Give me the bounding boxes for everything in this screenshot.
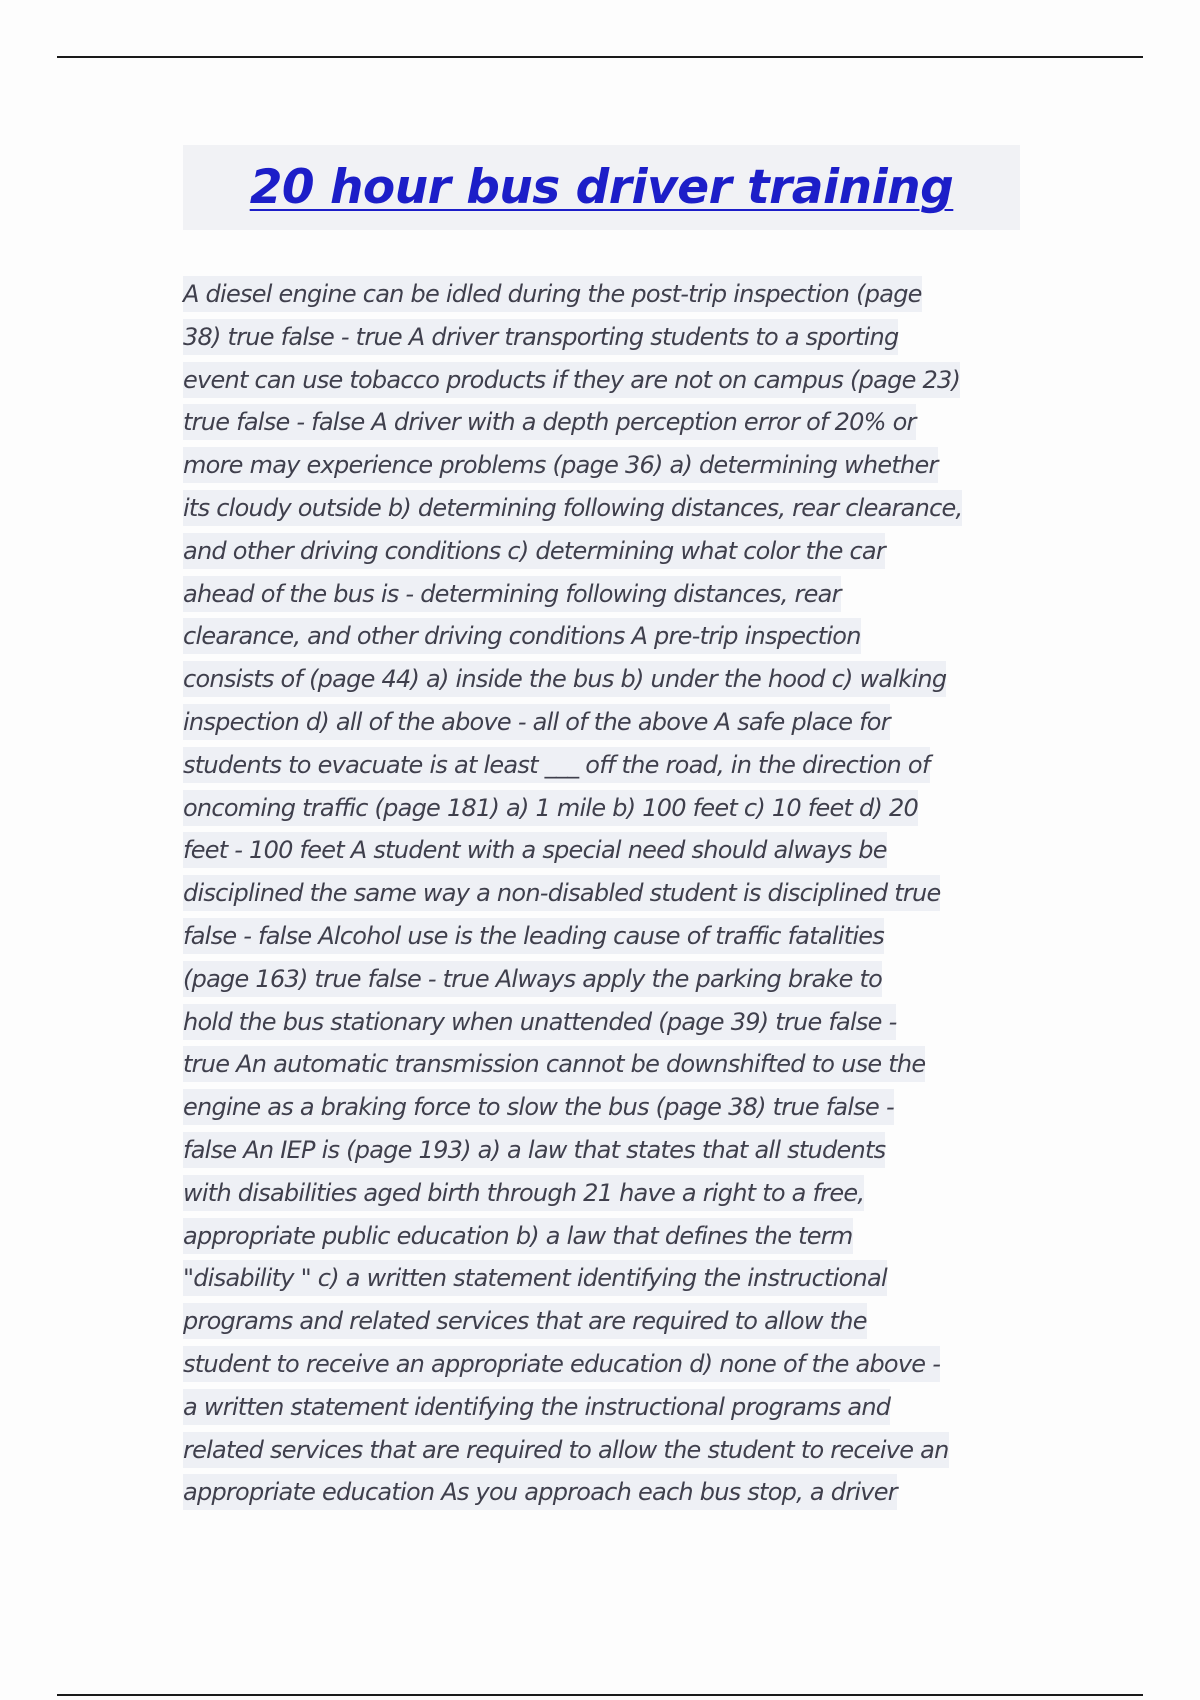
text-line: its cloudy outside b) determining following distances, rear clearance,	[183, 487, 1043, 530]
top-divider	[57, 56, 1143, 58]
document-title-link[interactable]: 20 hour bus driver training	[249, 160, 954, 215]
text-line: hold the bus stationary when unattended (page 39) true false -	[183, 1001, 1043, 1044]
text-line: engine as a braking force to slow the bus (page 38) true false -	[183, 1086, 1043, 1129]
text-line: students to evacuate is at least ___ off the road, in the direction of	[183, 744, 1043, 787]
text-line: 38) true false - true A driver transporting students to a sporting	[183, 316, 1043, 359]
text-line: appropriate public education b) a law that defines the term	[183, 1215, 1043, 1258]
text-line: A diesel engine can be idled during the post-trip inspection (page	[183, 273, 1043, 316]
text-line: event can use tobacco products if they are not on campus (page 23)	[183, 359, 1043, 402]
text-line: ahead of the bus is - determining following distances, rear	[183, 573, 1043, 616]
text-line: related services that are required to allow the student to receive an	[183, 1429, 1043, 1472]
text-line: true An automatic transmission cannot be downshifted to use the	[183, 1043, 1043, 1086]
text-line: and other driving conditions c) determining what color the car	[183, 530, 1043, 573]
text-line: programs and related services that are required to allow the	[183, 1300, 1043, 1343]
text-line: with disabilities aged birth through 21 have a right to a free,	[183, 1172, 1043, 1215]
text-line: feet - 100 feet A student with a special need should always be	[183, 829, 1043, 872]
text-line: a written statement identifying the instructional programs and	[183, 1386, 1043, 1429]
text-line: (page 163) true false - true Always apply the parking brake to	[183, 958, 1043, 1001]
bottom-divider	[57, 1694, 1143, 1696]
text-line: false - false Alcohol use is the leading cause of traffic fatalities	[183, 915, 1043, 958]
title-banner	[183, 145, 1020, 230]
text-line: "disability " c) a written statement identifying the instructional	[183, 1257, 1043, 1300]
text-line: inspection d) all of the above - all of the above A safe place for	[183, 701, 1043, 744]
text-line: oncoming traffic (page 181) a) 1 mile b) 100 feet c) 10 feet d) 20	[183, 787, 1043, 830]
text-line: more may experience problems (page 36) a) determining whether	[183, 444, 1043, 487]
text-line: true false - false A driver with a depth perception error of 20% or	[183, 401, 1043, 444]
text-line: clearance, and other driving conditions A pre-trip inspection	[183, 615, 1043, 658]
text-line: appropriate education As you approach each bus stop, a driver	[183, 1471, 1043, 1514]
text-line: false An IEP is (page 193) a) a law that states that all students	[183, 1129, 1043, 1172]
text-line: consists of (page 44) a) inside the bus b) under the hood c) walking	[183, 658, 1043, 701]
text-line: disciplined the same way a non-disabled student is disciplined true	[183, 872, 1043, 915]
text-line: student to receive an appropriate education d) none of the above -	[183, 1343, 1043, 1386]
document-body	[183, 273, 1043, 1514]
